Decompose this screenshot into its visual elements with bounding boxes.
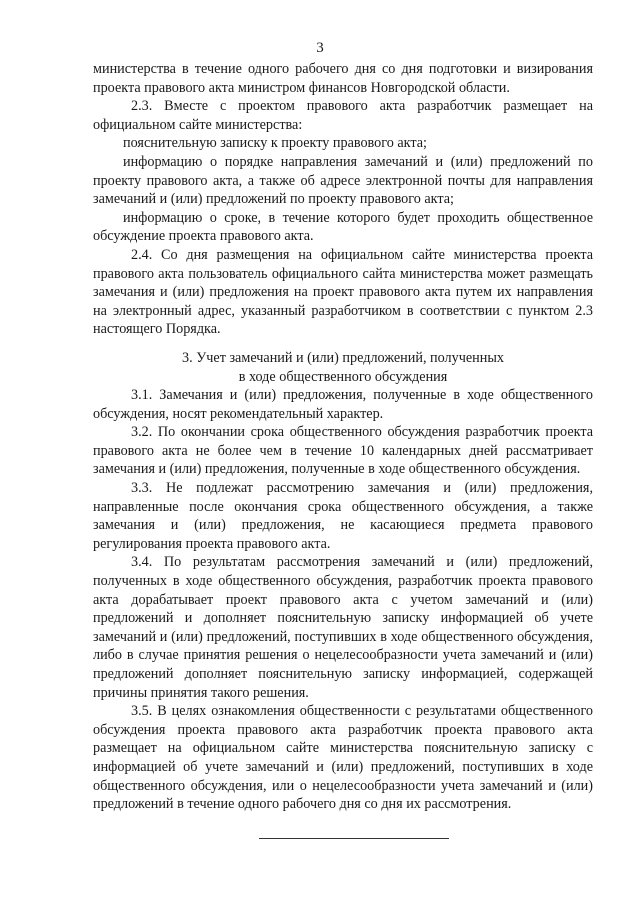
document-body <box>93 60 593 814</box>
page-number: 3 <box>316 40 324 56</box>
list-item-explanatory-note: пояснительную записку к проекту правового акта; <box>123 135 427 152</box>
list-item-submission-procedure: информацию о порядке направления замечаний и (или) предложений по проекту правового акта, а также об адресе электронной почты для направления замечаний и (или) предложений по проекту правового акта; <box>93 153 593 208</box>
list-item-discussion-period: информацию о сроке, в течение которого будет проходить общественное обсуждение проекта правового акта. <box>93 209 593 245</box>
section-heading-line-1: 3. Учет замечаний и (или) предложений, полученных <box>182 349 504 366</box>
section-heading <box>93 349 593 386</box>
section-heading-line-2: в ходе общественного обсуждения <box>238 368 448 385</box>
closing-rule <box>259 838 449 839</box>
paragraph-3-1: 3.1. Замечания и (или) предложения, полученные в ходе общественного обсуждения, носят рекомендательный характер. <box>93 387 593 422</box>
paragraph-continuation: министерства в течение одного рабочего дня со дня подготовки и визирования проекта правового акта министром финансов Новгородской области. <box>93 61 593 96</box>
paragraph-3-5: 3.5. В целях ознакомления общественности с результатами общественного обсуждения проекта правового акта разработчик проекта правового акта размещает на официальном сайте министерства пояснительную записку с информацией об учете замечаний и (или) предложений, поступивших в ходе общественного обсуждения, или о нецелесообразности учета замечаний и (или) предложений в течение одного рабочего дня со дня их рассмотрения. <box>93 703 593 813</box>
section-gap <box>93 339 593 349</box>
paragraph-3-2: 3.2. По окончании срока общественного обсуждения разработчик проекта правового акта не более чем в течение 10 календарных дней рассматривает замечания и (или) предложения, полученные в ходе общественного обсуждения. <box>93 424 593 478</box>
paragraph-2-3: 2.3. Вместе с проектом правового акта разработчик размещает на официальном сайте министерства: <box>93 98 593 133</box>
paragraph-2-4: 2.4. Со дня размещения на официальном сайте министерства проекта правового акта пользователь официального сайта министерства может размещать замечания и (или) предложения на проект правового акта путем их направления на электронный адрес, указанный разработчиком в соответствии с пунктом 2.3 настоящего Порядка. <box>93 246 593 338</box>
paragraph-3-4: 3.4. По результатам рассмотрения замечаний и (или) предложений, полученных в ходе общественного обсуждения, разработчик проекта правового акта дорабатывает проект правового акта с учетом замечаний и (или) предложений и дополняет пояснительную записку информацией об учете замечаний и (или) предложений, поступивших в ходе общественного обсуждения, либо в случае принятия решения о нецелесообразности учета замечаний и (или) предложений дополняет пояснительную записку информацией, содержащей причины принятия такого решения. <box>93 554 593 701</box>
paragraph-3-3: 3.3. Не подлежат рассмотрению замечания и (или) предложения, направленные после окончания срока общественного обсуждения, а также замечания и (или) предложения, не касающиеся предмета правового регулирования проекта правового акта. <box>93 480 593 552</box>
